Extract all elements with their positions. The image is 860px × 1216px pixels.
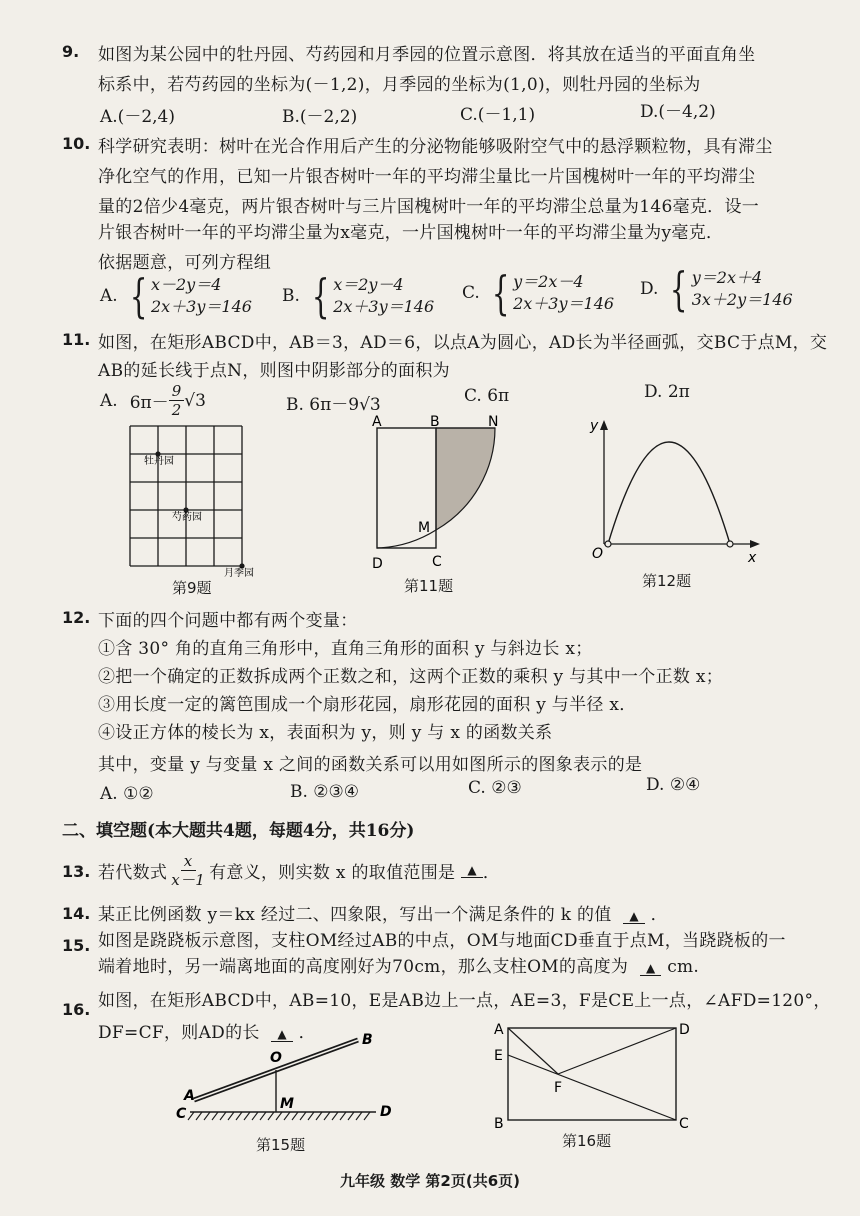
brace-symbol: { [670,262,688,316]
q10-option-d-label: D. [640,279,659,299]
q13-pre: 若代数式 [98,863,168,883]
q10-a-eq1: x－2y＝4 [150,275,222,294]
q15-line2 [98,952,699,977]
q15-number: 15. [62,936,91,955]
q11-line2: AB的延长线于点N，则图中阴影部分的面积为 [98,361,450,381]
q16-end: ． [298,1023,316,1043]
q14-line [98,900,668,925]
q10-option-c [462,266,615,320]
q11-a-fraction [169,382,185,419]
q13-post: 有意义，则实数 x 的取值范围是 [209,863,456,883]
q11-a-post: √3 [184,390,206,411]
brace-symbol: { [311,269,330,323]
q9-line2: 标系中，若芍药园的坐标为(－1,2)，月季园的坐标为(1,0)，则牡丹园的坐标为 [98,75,701,95]
brace-symbol: { [491,266,510,320]
q9-option-c: C.(－1,1) [460,105,536,125]
q10-line3: 量的2倍少4毫克，两片银杏树叶与三片国槐树叶一年的平均滞尘总量为146毫克．设一 [98,197,760,217]
fig12-y-label: y [590,418,599,434]
fig11-label-d: D [372,556,383,572]
q12-option-c: C. ②③ [468,778,522,798]
q16-number: 16. [62,1000,91,1019]
fig16-label-c: C [679,1116,689,1130]
q12-item2: ②把一个确定的正数拆成两个正数之和，这两个正数的乘积 y 与其中一个正数 x； [98,667,724,687]
fig12-caption: 第12题 [642,572,692,590]
q11-number: 11. [62,330,91,349]
page-footer: 九年级 数学 第2页(共6页) [339,1172,521,1190]
figure-15-seesaw [170,1026,400,1126]
figure-11-rectangle [360,412,530,577]
q13-number: 13. [62,862,91,881]
q12-option-b: B. ②③④ [290,782,360,802]
fig15-label-o: O [270,1050,282,1066]
q12-line6: 其中，变量 y 与变量 x 之间的函数关系可以用如图所示的图象表示的是 [98,755,643,775]
q10-c-eq2: 2x＋3y＝146 [513,294,615,313]
q9-option-a: A.(－2,4) [100,107,175,127]
q11-option-c: C. 6π [464,386,510,406]
fig9-yueji-label: 月季园 [224,568,254,578]
q12-line1: 下面的四个问题中都有两个变量： [98,611,358,631]
q11-option-d: D. 2π [644,382,690,402]
q16-line2-text: DF=CF，则AD的长 [98,1023,260,1043]
q16-answer-blank: ▲ [271,1027,293,1042]
q9-option-d: D.(－4,2) [640,102,716,122]
fig11-caption: 第11题 [404,577,454,595]
figure-12-graph [584,412,774,572]
q11-a-label: A. [100,390,118,411]
fig11-label-n: N [488,414,499,430]
q12-option-a: A. ①② [100,784,154,804]
figure-16-rectangle [486,1018,696,1130]
q10-line1: 科学研究表明：树叶在光合作用后产生的分泌物能够吸附空气中的悬浮颗粒物，具有滞尘 [98,137,773,157]
q15-end: cm. [667,957,700,977]
q15-line1: 如图是跷跷板示意图，支柱OM经过AB的中点，OM与地面CD垂直于点M，当跷跷板的一 [98,931,786,951]
fig16-label-b: B [494,1116,504,1130]
q10-option-b [282,269,435,323]
q13-line [98,852,500,889]
q11-option-a [100,382,206,419]
fig11-label-b: B [430,414,440,430]
q10-d-eq2: 3x＋2y＝146 [691,290,793,309]
fig9-mudan-label: 牡丹园 [144,456,174,467]
fig15-label-a: A [184,1088,195,1104]
q10-line2: 净化空气的作用，已知一片银杏树叶一年的平均滞尘量比一片国槐树叶一年的平均滞尘 [98,167,756,187]
q15-line2-text: 端着地时，另一端离地面的高度刚好为70cm，那么支柱OM的高度为 [98,957,629,977]
q14-end: ． [650,905,668,925]
q10-a-eq2: 2x＋3y＝146 [150,297,252,316]
fig11-label-c: C [432,554,442,570]
q11-a-num: 9 [169,382,185,401]
q10-line4: 片银杏树叶一年的平均滞尘量为x毫克，一片国槐树叶一年的平均滞尘量为y毫克． [98,223,724,243]
q14-number: 14. [62,904,91,923]
q10-line5: 依据题意，可列方程组 [98,253,271,273]
q12-option-d: D. ②④ [646,775,701,795]
q14-text: 某正比例函数 y＝kx 经过二、四象限，写出一个满足条件的 k 的值 [98,905,612,925]
fig11-label-m: M [418,520,431,536]
q14-answer-blank: ▲ [623,909,645,924]
fig12-x-label: x [748,550,757,566]
figure-9-grid [120,418,270,578]
q10-number: 10. [62,134,91,153]
q12-number: 12. [62,608,91,627]
q10-option-b-label: B. [282,286,300,306]
q11-option-b: B. 6π－9√3 [286,395,381,415]
fig15-label-d: D [380,1104,392,1120]
q13-frac-num: x [181,852,196,871]
q11-line1: 如图，在矩形ABCD中，AB＝3，AD＝6，以点A为圆心，AD长为半径画弧，交BC于点M，交 [98,333,828,353]
q13-fraction [171,852,205,889]
q12-item4: ④设正方体的棱长为 x，表面积为 y，则 y 与 x 的函数关系 [98,723,553,743]
q10-option-a-label: A. [100,286,118,306]
q9-line1: 如图为某公园中的牡丹园、芍药园和月季园的位置示意图．将其放在适当的平面直角坐 [98,45,756,65]
fig16-label-d: D [679,1022,690,1038]
q10-b-eq1: x＝2y－4 [333,275,404,294]
section-2-heading: 二、填空题(本大题共4题，每题4分，共16分) [62,821,415,841]
fig16-label-f: F [554,1080,563,1096]
fig9-caption: 第9题 [172,579,212,597]
fig15-label-c: C [176,1106,187,1122]
q9-option-b: B.(－2,2) [282,107,358,127]
fig15-label-b: B [362,1032,373,1048]
fig11-label-a: A [372,414,382,430]
q11-a-pre: 6π－ [129,393,169,413]
q15-answer-blank: ▲ [640,961,662,976]
q10-option-c-label: C. [462,283,480,303]
fig9-shaoyao-label: 芍药园 [172,512,202,523]
q10-option-a [100,269,252,323]
fig15-caption: 第15题 [256,1136,306,1154]
q12-item3: ③用长度一定的篱笆围成一个扇形花园，扇形花园的面积 y 与半径 x． [98,695,637,715]
q11-a-den: 2 [171,401,182,419]
q12-item1: ①含 30° 角的直角三角形中，直角三角形的面积 y 与斜边长 x； [98,639,593,659]
fig16-label-a: A [494,1022,504,1038]
q10-c-eq1: y＝2x－4 [513,272,584,291]
q16-line1: 如图，在矩形ABCD中，AB=10，E是AB边上一点，AE=3，F是CE上一点，∠AFD=120°， [98,991,831,1011]
fig12-origin-label: O [592,546,604,562]
fig16-label-e: E [494,1048,503,1064]
q9-number: 9. [62,42,80,61]
q10-option-d [640,262,793,316]
fig16-caption: 第16题 [562,1132,612,1150]
q13-end: ． [482,863,501,883]
q10-b-eq2: 2x＋3y＝146 [333,297,435,316]
q13-frac-den: x－1 [171,871,206,889]
fig15-label-m: M [280,1096,294,1112]
q13-answer-blank: ▲ [461,863,483,878]
q10-d-eq1: y＝2x＋4 [691,268,763,287]
brace-symbol: { [129,269,148,323]
